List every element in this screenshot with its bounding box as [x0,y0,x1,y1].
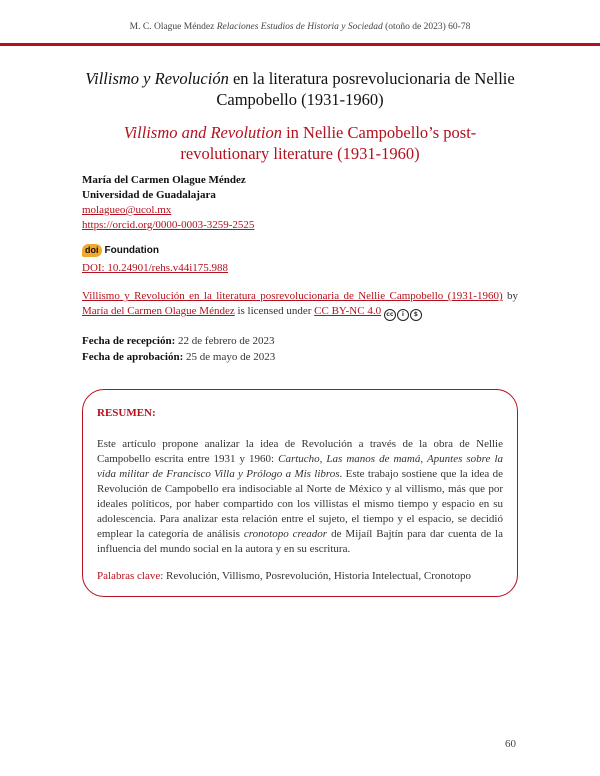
title-es-rest: en la literatura posrevolucionaria de Nellie Campobello (1931-1960) [216,69,515,109]
title-spanish [80,68,520,110]
abstract-body [97,437,503,557]
header-author: M. C. Olague Méndez [129,22,215,32]
cc-by-icon: i [397,309,409,321]
cc-nc-icon: $ [410,309,422,321]
license-work-title-link[interactable]: Villismo y Revolución en la literatura posrevolucionaria de Nellie Campobello (1931-1960) [82,290,503,302]
abstract-concept: cronotopo creador [243,528,328,540]
header-journal: Relaciones Estudios de Historia y Sociedad [216,22,383,32]
approved-label: Fecha de aprobación: [82,351,184,363]
cc-icon: cc [384,309,396,321]
doi-foundation-logo [82,242,228,258]
received-value: 22 de febrero de 2023 [178,335,275,347]
author-orcid-link[interactable]: https://orcid.org/0000-0003-3259-2525 [82,219,255,231]
keywords [97,569,503,584]
cc-icons[interactable] [384,309,422,321]
abstract-text-3: de Mijaíl Bajtín para dar cuenta de la influencia del mundo social en la autora y en su escritura. [97,528,503,555]
keywords-list: Revolución, Villismo, Posrevolución, Historia Intelectual, Cronotopo [166,570,471,582]
title-en-italic: Villismo and Revolution [123,123,282,142]
abstract-box [82,389,518,597]
license-author-link[interactable]: María del Carmen Olague Méndez [82,305,235,317]
license-cc-link[interactable]: CC BY-NC 4.0 [314,305,382,317]
page-number: 60 [505,738,516,750]
abstract-text-2: . Este trabajo sostiene que la idea de Revolución de Campobello era indisociable al Norte de México y al villismo, más que por ideales políticos, por haber compartido con los villistas el mismo tiempo y espacio en su adolescencia. Para analizar esta relación entre el sujeto, el tiempo y el espacio, se decidió emplear la categoría de análisis [97,468,503,540]
keywords-label: Palabras clave: [97,570,164,582]
author-name: María del Carmen Olague Méndez [82,174,246,186]
license-statement [82,289,518,321]
author-email-link[interactable]: molagueo@ucol.mx [82,204,172,216]
abstract-text-1: Este artículo propone analizar la idea de Revolución a través de la obra de Nellie Campobello escrita entre 1931 y 1960: [97,438,503,465]
doi-block [82,242,228,274]
author-block [82,173,254,233]
approved-value: 25 de mayo de 2023 [186,351,276,363]
header-rule [0,43,600,46]
author-institution: Universidad de Guadalajara [82,189,216,201]
doi-foundation-text: Foundation [104,244,159,256]
running-header [0,22,600,32]
doi-badge-icon: doi [82,244,102,257]
abstract-heading: RESUMEN: [97,407,156,419]
abstract-works: Cartucho, Las manos de mamá, Apuntes sobre la vida militar de Francisco Villa y Prólogo a Mis libros [97,453,503,480]
license-by: by [507,290,518,302]
received-label: Fecha de recepción: [82,335,176,347]
title-en-rest: in Nellie Campobello’s post-revolutionary literature (1931-1960) [180,123,477,163]
title-es-italic: Villismo y Revolución [85,69,229,88]
header-issue: (otoño de 2023) 60-78 [385,22,471,32]
doi-link[interactable]: DOI: 10.24901/rehs.v44i175.988 [82,262,229,274]
dates-block [82,333,275,365]
license-under: is licensed under [237,305,312,317]
title-english [80,122,520,164]
